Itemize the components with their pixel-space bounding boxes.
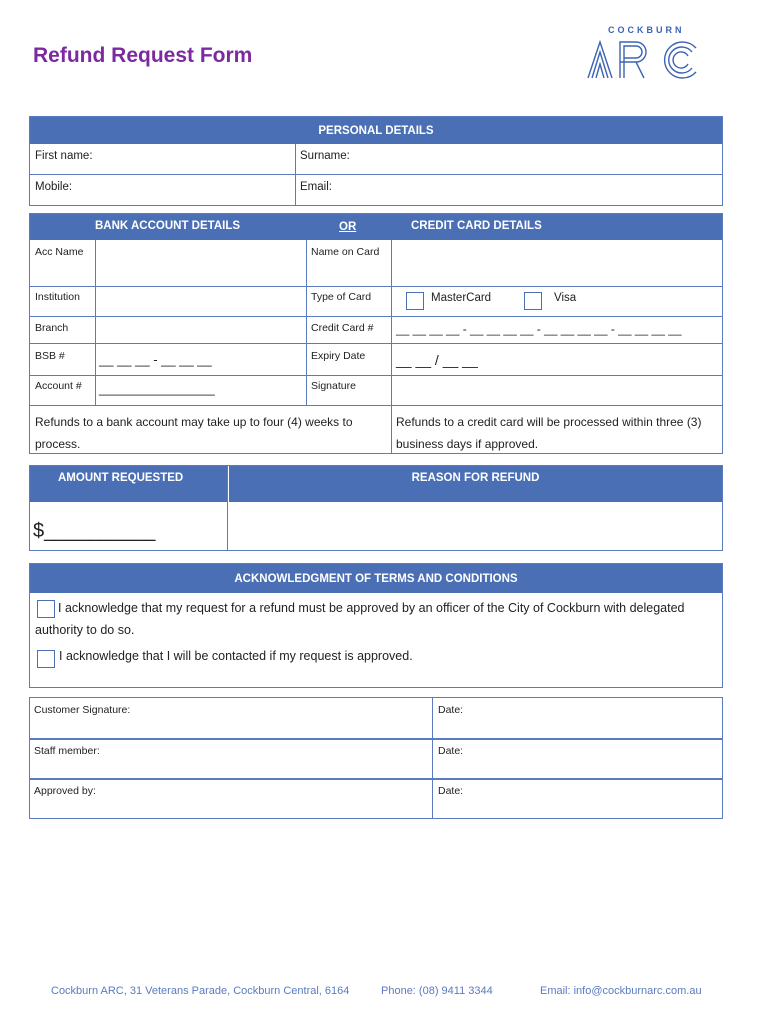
staff-date-field[interactable]: Date: [438,745,464,757]
mastercard-checkbox[interactable] [406,292,424,310]
arc-logo-icon [586,38,706,80]
visa-checkbox[interactable] [524,292,542,310]
customer-date-field[interactable]: Date: [438,704,464,716]
account-field[interactable]: ________________ [99,381,215,396]
surname-field[interactable]: Surname: [300,150,350,162]
footer-address: Cockburn ARC, 31 Veterans Parade, Cockburn Central, 6164 [51,985,350,997]
signature-label: Signature [311,380,356,392]
logo-top-text: COCKBURN [608,25,685,35]
reason-header: REASON FOR REFUND [229,466,722,502]
first-name-field[interactable]: First name: [35,150,93,162]
footer-email[interactable]: Email: info@cockburnarc.com.au [540,985,702,997]
customer-signature-field[interactable]: Customer Signature: [34,704,131,716]
expiry-field[interactable]: __ __ / __ __ [396,352,478,368]
email-field[interactable]: Email: [300,181,332,193]
card-refund-note: Refunds to a credit card will be processed within three (3) business days if approved. [396,415,702,451]
signoff-section [29,697,723,819]
terms-item-1: I acknowledge that my request for a refund must be approved by an officer of the City of Cockburn with delegated authority to do so. [35,601,685,637]
staff-member-field[interactable]: Staff member: [34,745,100,757]
bank-account-header: BANK ACCOUNT DETAILS [95,220,241,232]
institution-label: Institution [35,291,80,303]
approved-date-field[interactable]: Date: [438,785,464,797]
terms-checkbox-2[interactable] [37,650,55,668]
account-label: Account # [35,380,82,392]
or-label: CREDIT CARD DETAILS [411,220,542,232]
name-on-card-label: Name on Card [311,246,380,258]
branch-label: Branch [35,322,69,334]
type-of-card-label: Type of Card [311,291,372,303]
terms-item-2: I acknowledge that I will be contacted if my request is approved. [59,649,413,663]
expiry-label: Expiry Date [311,350,366,362]
personal-details-header: PERSONAL DETAILS [30,117,722,144]
bsb-label: BSB # [35,350,65,362]
or-divider-label: OR [339,221,357,233]
reason-field[interactable] [229,503,722,550]
bsb-field[interactable]: __ __ __ - __ __ __ [99,352,212,367]
terms-header: ACKNOWLEDGMENT OF TERMS AND CONDITIONS [30,564,722,593]
footer-phone: Phone: (08) 9411 3344 [381,985,493,997]
credit-card-label: Credit Card # [311,322,374,334]
page-title: Refund Request Form [33,44,253,67]
approved-by-field[interactable]: Approved by: [34,785,96,797]
amount-requested-header: AMOUNT REQUESTED [30,466,227,502]
mastercard-label: MasterCard [431,292,492,304]
visa-label: Visa [554,292,577,304]
amount-field[interactable]: $__________ [33,520,156,542]
bank-refund-note: Refunds to a bank account may take up to four (4) weeks to process. [35,415,353,451]
mobile-field[interactable]: Mobile: [35,181,73,193]
acc-name-label: Acc Name [35,246,84,258]
credit-card-field[interactable]: __ __ __ __ - __ __ __ __ - __ __ __ __ - __ __ __ __ [396,322,682,336]
cockburn-arc-logo [586,22,706,82]
